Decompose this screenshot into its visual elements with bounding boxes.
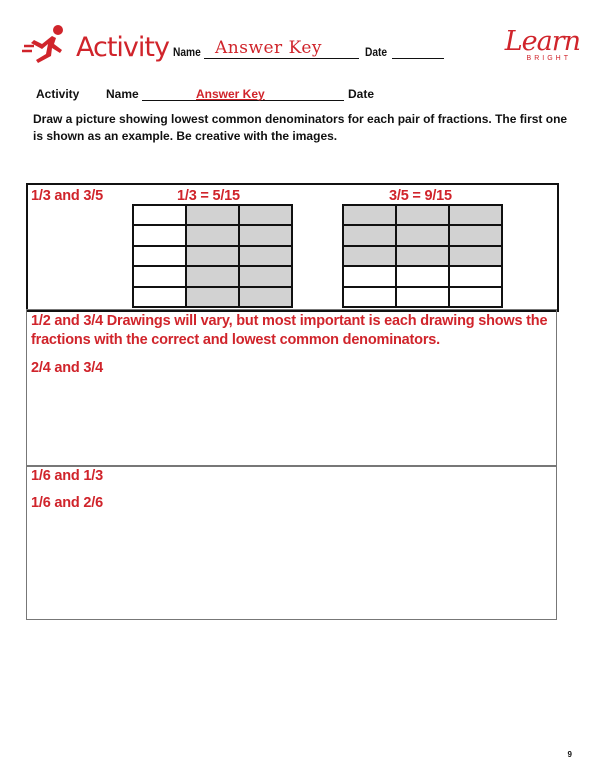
answer-box-3 [26,465,557,620]
name-value: Answer Key [215,38,322,58]
activity-label: Activity [36,87,80,101]
date-underline [392,58,444,59]
box3-line1: 1/6 and 1/3 [31,468,103,484]
grid-cell [449,287,502,307]
box2-line2: fractions with the correct and lowest common denominators. [31,332,440,348]
grid-cell [396,225,449,245]
name-label: Name [173,45,201,59]
grid-cell [343,287,396,307]
grid-cell [343,205,396,225]
grid-cell [186,266,239,286]
grid-cell [449,225,502,245]
grid-cell [449,205,502,225]
page-number: 9 [567,750,572,759]
grid-cell [343,246,396,266]
grid-cell [449,266,502,286]
grid-cell [343,225,396,245]
instructions: Draw a picture showing lowest common denominators for each pair of fractions. The first one is shown as an example. Be creative with the images. [33,112,568,143]
grid-cell [186,205,239,225]
grid-cell [133,287,186,307]
grid-cell [449,246,502,266]
grid-cell [239,287,292,307]
box3-line2: 1/6 and 2/6 [31,495,103,511]
grid-cell [186,287,239,307]
grid-cell [133,246,186,266]
grid-cell [239,225,292,245]
grid-cell [133,266,186,286]
subheader-name-value: Answer Key [196,87,265,101]
grid-cell [396,205,449,225]
learn-bright-logo: Learn [504,26,580,57]
left-fraction-label: 1/3 = 5/15 [177,188,240,204]
grid-cell [343,266,396,286]
box2-line3: 2/4 and 3/4 [31,360,103,376]
grid-cell [239,246,292,266]
right-fraction-label: 3/5 = 9/15 [389,188,452,204]
subheader-name-label: Name [106,87,139,101]
grid-cell [186,246,239,266]
grid-cell [396,287,449,307]
grid-cell [133,225,186,245]
example-pair: 1/3 and 3/5 [31,188,103,204]
activity-title: Activity [76,32,169,63]
grid-cell [133,205,186,225]
right-fraction-grid [342,204,503,308]
date-label: Date [365,45,388,59]
box2-line1: 1/2 and 3/4 Drawings will vary, but most important is each drawing shows the [31,313,548,329]
subheader-date-label: Date [348,87,375,101]
logo-subtitle: BRIGHT [526,55,571,62]
left-fraction-grid [132,204,293,308]
grid-cell [239,205,292,225]
grid-cell [186,225,239,245]
running-figure-icon [22,24,70,64]
grid-cell [239,266,292,286]
name-underline [204,58,359,59]
grid-cell [396,266,449,286]
grid-cell [396,246,449,266]
